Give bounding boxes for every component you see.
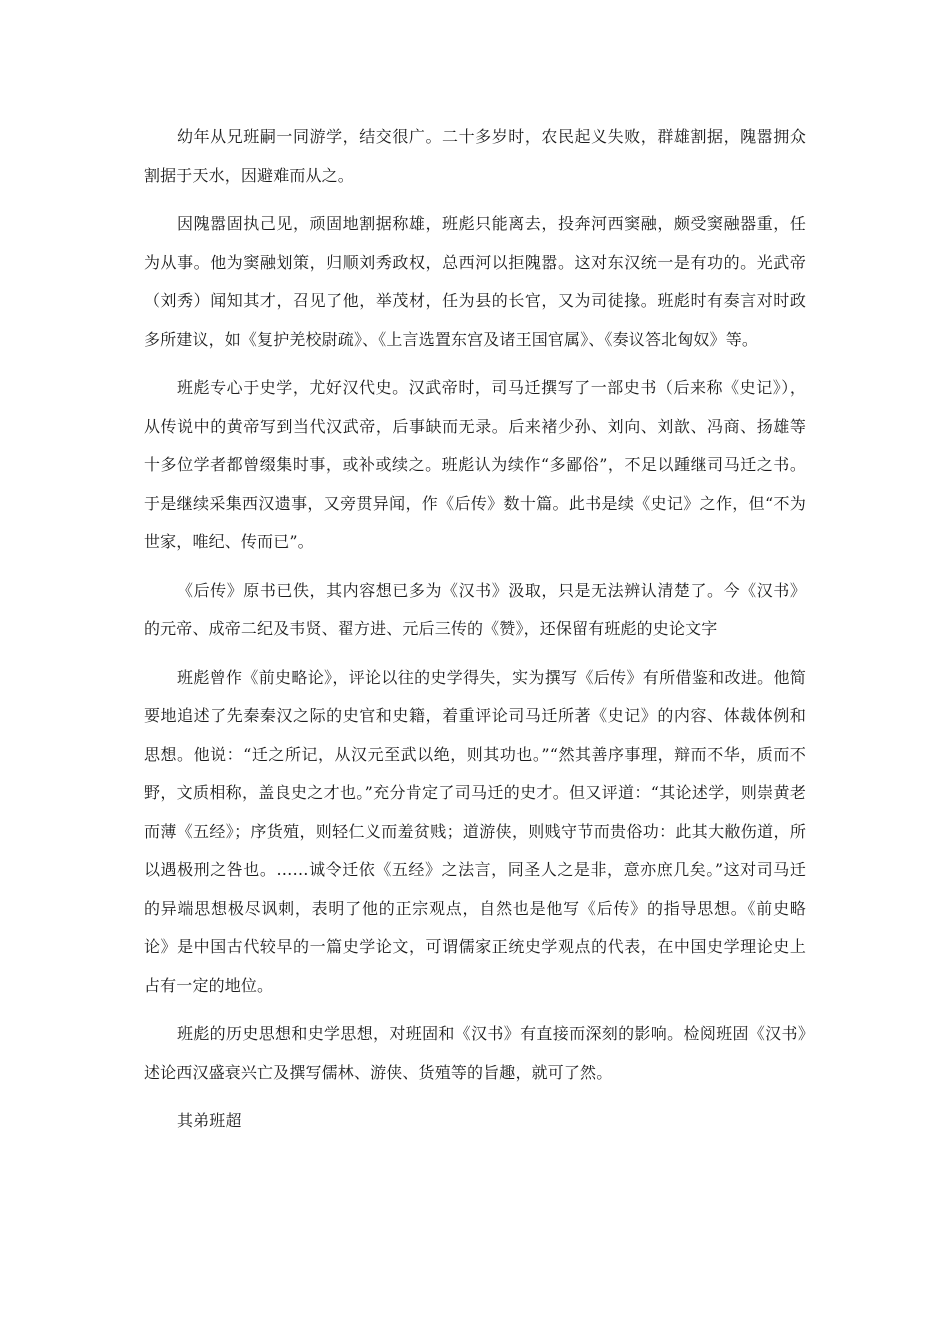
paragraph-historiography: 班彪专心于史学，尤好汉代史。汉武帝时，司马迁撰写了一部史书（后来称《史记》），从传说中的黄帝写到当代汉武帝，后事缺而无录。后来褚少孙、刘向、刘歆、冯商、扬雄等十多位学者都曾缀集时事，或补或续之。班彪认为续作“多鄙俗”，不足以踵继司马迁之书。于是继续采集西汉遗事，又旁贯异闻，作《后传》数十篇。此书是续《史记》之作，但“不为世家，唯纪、传而已”。	[144, 378, 806, 551]
paragraph-hou-zhuan: 《后传》原书已佚，其内容想已多为《汉书》汲取，只是无法辨认清楚了。今《汉书》的元帝、成帝二纪及韦贤、翟方进、元后三传的《赞》，还保留有班彪的史论文字	[144, 580, 806, 638]
document-page	[144, 118, 806, 1151]
paragraph-brother: 其弟班超	[177, 1111, 242, 1130]
paragraph-influence: 班彪的历史思想和史学思想，对班固和《汉书》有直接而深刻的影响。检阅班固《汉书》述论西汉盛衰兴亡及撰写儒林、游侠、货殖等的旨趣，就可了然。	[144, 1024, 806, 1082]
paragraph-qian-shi-lue-lun: 班彪曾作《前史略论》，评论以往的史学得失，实为撰写《后传》有所借鉴和改进。他简要地追述了先秦秦汉之际的史官和史籍，着重评论司马迁所著《史记》的内容、体裁体例和思想。他说：“迁之所记，从汉元至武以绝，则其功也。”“然其善序事理，辩而不华，质而不野，文质相称，盖良史之才也。”充分肯定了司马迁的史才。但又评道：“其论述学，则崇黄老而薄《五经》；序货殖，则轻仁义而羞贫贱；道游侠，则贱守节而贵俗功：此其大敝伤道，所以遇极刑之咎也。……诚令迁依《五经》之法言，同圣人之是非，意亦庶几矣。”这对司马迁的异端思想极尽讽刺，表明了他的正宗观点，自然也是他写《后传》的指导思想。《前史略论》是中国古代较早的一篇史学论文，可谓儒家正统史学观点的代表，在中国史学理论史上占有一定的地位。	[144, 667, 806, 995]
paragraph-early-life: 幼年从兄班嗣一同游学，结交很广。二十多岁时，农民起义失败，群雄割据，隗嚣拥众割据于天水，因避难而从之。	[144, 127, 806, 185]
paragraph-career: 因隗嚣固执己见，顽固地割据称雄，班彪只能离去，投奔河西窦融，颇受窦融器重，任为从事。他为窦融划策，归顺刘秀政权，总西河以拒隗嚣。这对东汉统一是有功的。光武帝（刘秀）闻知其才，召见了他，举茂材，任为县的长官，又为司徒掾。班彪时有奏言对时政多所建议，如《复护羌校尉疏》、《上言选置东宫及诸王国官属》、《奏议答北匈奴》等。	[144, 214, 806, 349]
